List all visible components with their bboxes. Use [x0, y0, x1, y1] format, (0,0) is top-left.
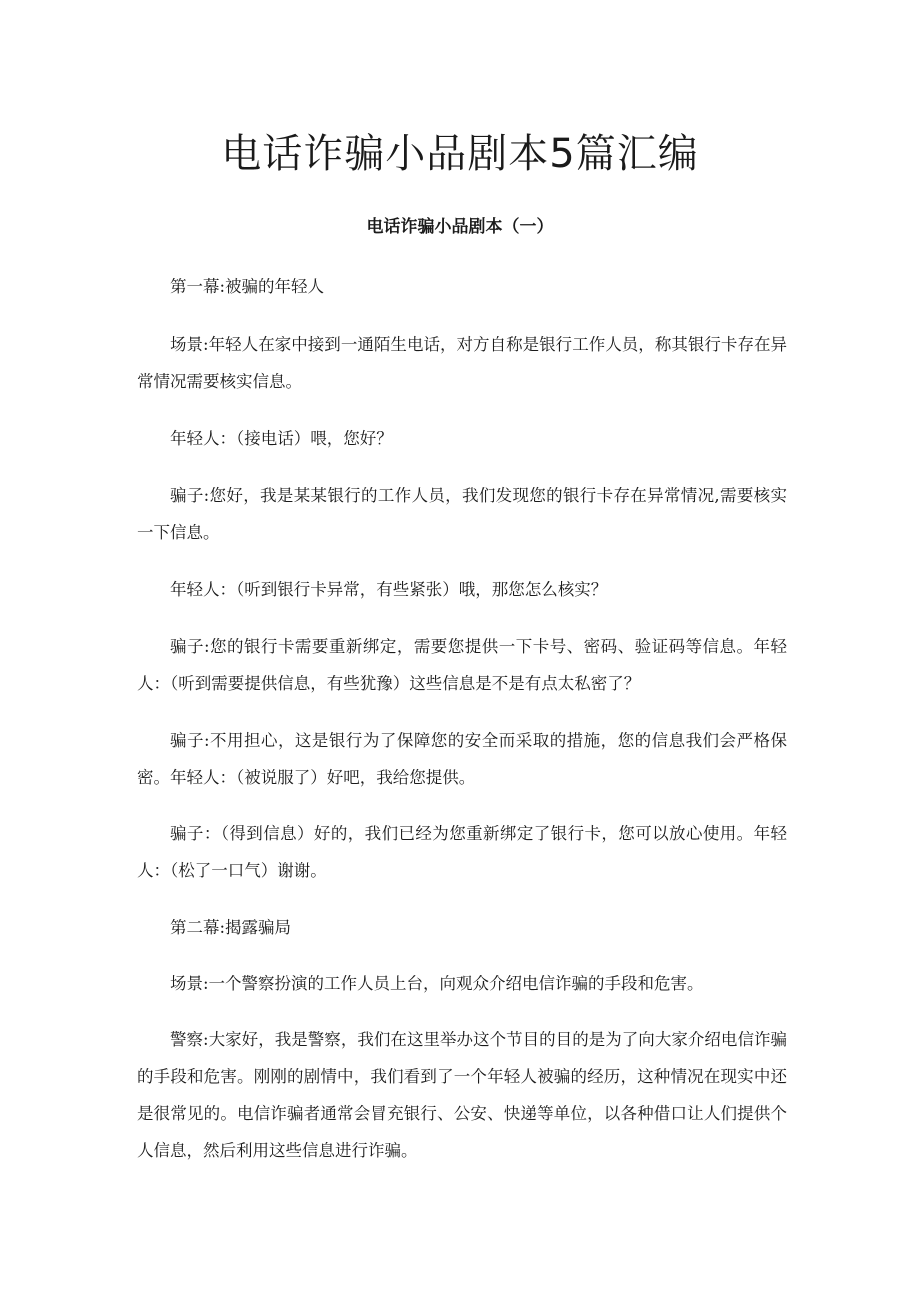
paragraph-dialogue: 骗子:您好，我是某某银行的工作人员，我们发现您的银行卡存在异常情况,需要核实一下信息。 — [137, 486, 787, 542]
paragraph-dialogue: 年轻人：（听到银行卡异常，有些紧张）哦，那您怎么核实？ — [170, 580, 608, 599]
paragraph-dialogue: 骗子:您的银行卡需要重新绑定，需要您提供一下卡号、密码、验证码等信息。年轻人：（听到需要提供信息，有些犹豫）这些信息是不是有点太私密了？ — [137, 637, 787, 693]
paragraph-dialogue: 骗子：（得到信息）好的，我们已经为您重新绑定了银行卡，您可以放心使用。年轻人：（松了一口气）谢谢。 — [137, 824, 787, 880]
paragraph-police-speech: 警察:大家好，我是警察，我们在这里举办这个节目的目的是为了向大家介绍电信诈骗的手段和危害。刚刚的剧情中，我们看到了一个年轻人被骗的经历，这种情况在现实中还是很常见的。电信诈骗者通常会冒充银行、公安、快递等单位，以各种借口让人们提供个人信息，然后利用这些信息进行诈骗。 — [137, 1030, 787, 1160]
paragraph-dialogue: 年轻人：（接电话）喂，您好？ — [170, 429, 393, 448]
section-title: 电话诈骗小品剧本（一） — [366, 217, 554, 237]
paragraph-act-two-heading: 第二幕:揭露骗局 — [170, 918, 292, 937]
paragraph-scene-two: 场景:一个警察扮演的工作人员上台，向观众介绍电信诈骗的手段和危害。 — [170, 974, 704, 993]
paragraph-act-one-heading: 第一幕:被骗的年轻人 — [170, 277, 325, 296]
paragraph-dialogue: 骗子:不用担心，这是银行为了保障您的安全而采取的措施，您的信息我们会严格保密。年轻人：（被说服了）好吧，我给您提供。 — [137, 731, 787, 787]
document-title: 电话诈骗小品剧本5篇汇编 — [221, 131, 699, 177]
paragraph-scene-one: 场景:年轻人在家中接到一通陌生电话，对方自称是银行工作人员，称其银行卡存在异常情况需要核实信息。 — [137, 335, 787, 391]
